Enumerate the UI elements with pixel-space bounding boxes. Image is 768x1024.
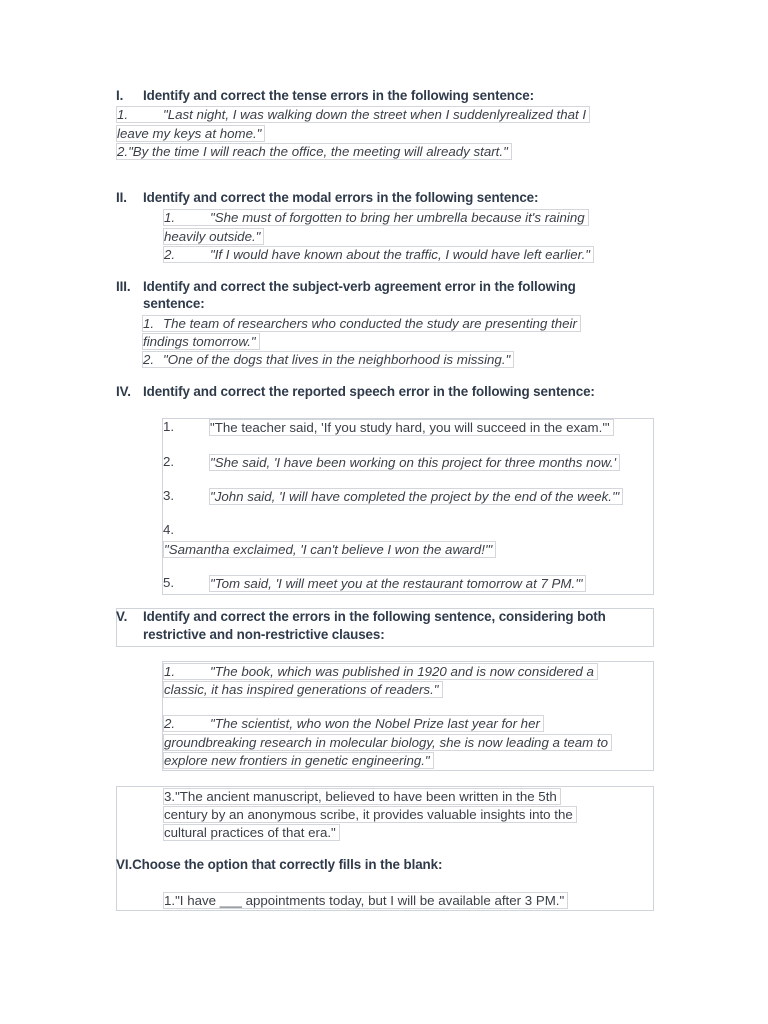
s4-item-5: "Tom said, 'I will meet you at the restaurant tomorrow at 7 PM.'" [209,575,586,592]
section-5-heading-line-1: Identify and correct the errors in the following sentence, considering both [143,609,606,624]
s1-item-1-line-1: 1. "Last night, I was walking down the street when I suddenlyrealized that I [116,106,590,123]
s5-item-3-line-1: 3."The ancient manuscript, believed to have been written in the 5th [163,788,561,805]
section-1-heading: Identify and correct the tense errors in the following sentence: [143,88,534,103]
s2-item-1-line-2: heavily outside." [163,228,264,245]
section-4-heading: Identify and correct the reported speech error in the following sentence: [143,384,595,399]
s5-item-3-line-2: century by an anonymous scribe, it provides valuable insights into the [163,806,577,823]
s5-item-2-line-2: groundbreaking research in molecular biology, she is now leading a team to [163,734,612,751]
section-6-heading: VI.Choose the option that correctly fills in the blank: [116,857,443,872]
s5-item-2-line-1: 2. "The scientist, who won the Nobel Prize last year for her [163,715,544,732]
s4-item-1: "The teacher said, 'If you study hard, you will succeed in the exam.'" [209,419,614,436]
section-5-number: V. [116,609,128,624]
s3-item-1-line-1: 1. The team of researchers who conducted the study are presenting their [142,315,581,332]
s2-item-2: 2. "If I would have known about the traffic, I would have left earlier." [163,246,594,263]
s5-item-1-line-2: classic, it has inspired generations of readers." [163,681,443,698]
s4-items-frame [162,418,654,595]
s5-item-1-line-1: 1. "The book, which was published in 1920 and is now considered a [163,663,598,680]
s3-item-2: 2. "One of the dogs that lives in the neighborhood is missing." [142,351,514,368]
section-5-heading-line-2: restrictive and non-restrictive clauses: [143,627,385,642]
s4-item-2-number: 2. [163,454,175,469]
section-1-number: I. [116,88,124,103]
s4-item-5-number: 5. [163,575,175,590]
s4-item-3-number: 3. [163,488,175,503]
s4-item-4-number: 4. [163,522,175,537]
s2-item-1-line-1: 1. "She must of forgotten to bring her umbrella because it's raining [163,209,589,226]
section-3-heading-line-2: sentence: [143,296,205,311]
s4-item-3: "John said, 'I will have completed the project by the end of the week.'" [209,488,623,505]
section-2-heading: Identify and correct the modal errors in the following sentence: [143,190,539,205]
section-3-heading-line-1: Identify and correct the subject-verb agreement error in the following [143,279,576,294]
s1-item-1-line-2: leave my keys at home." [116,125,265,142]
s4-item-4: "Samantha exclaimed, 'I can't believe I won the award!'" [163,541,496,558]
s6-item-1: 1."I have ___ appointments today, but I will be available after 3 PM." [163,892,568,909]
s4-item-2: "She said, 'I have been working on this project for three months now.' [209,454,620,471]
s4-item-1-number: 1. [163,419,175,434]
s5-item-3-line-3: cultural practices of that era." [163,824,340,841]
s1-item-2: 2."By the time I will reach the office, the meeting will already start." [116,143,512,160]
section-2-number: II. [116,190,127,205]
section-4-number: IV. [116,384,131,399]
section-3-number: III. [116,279,131,294]
s3-item-1-line-2: findings tomorrow." [142,333,260,350]
s5-item-2-line-3: explore new frontiers in genetic engineering." [163,752,434,769]
